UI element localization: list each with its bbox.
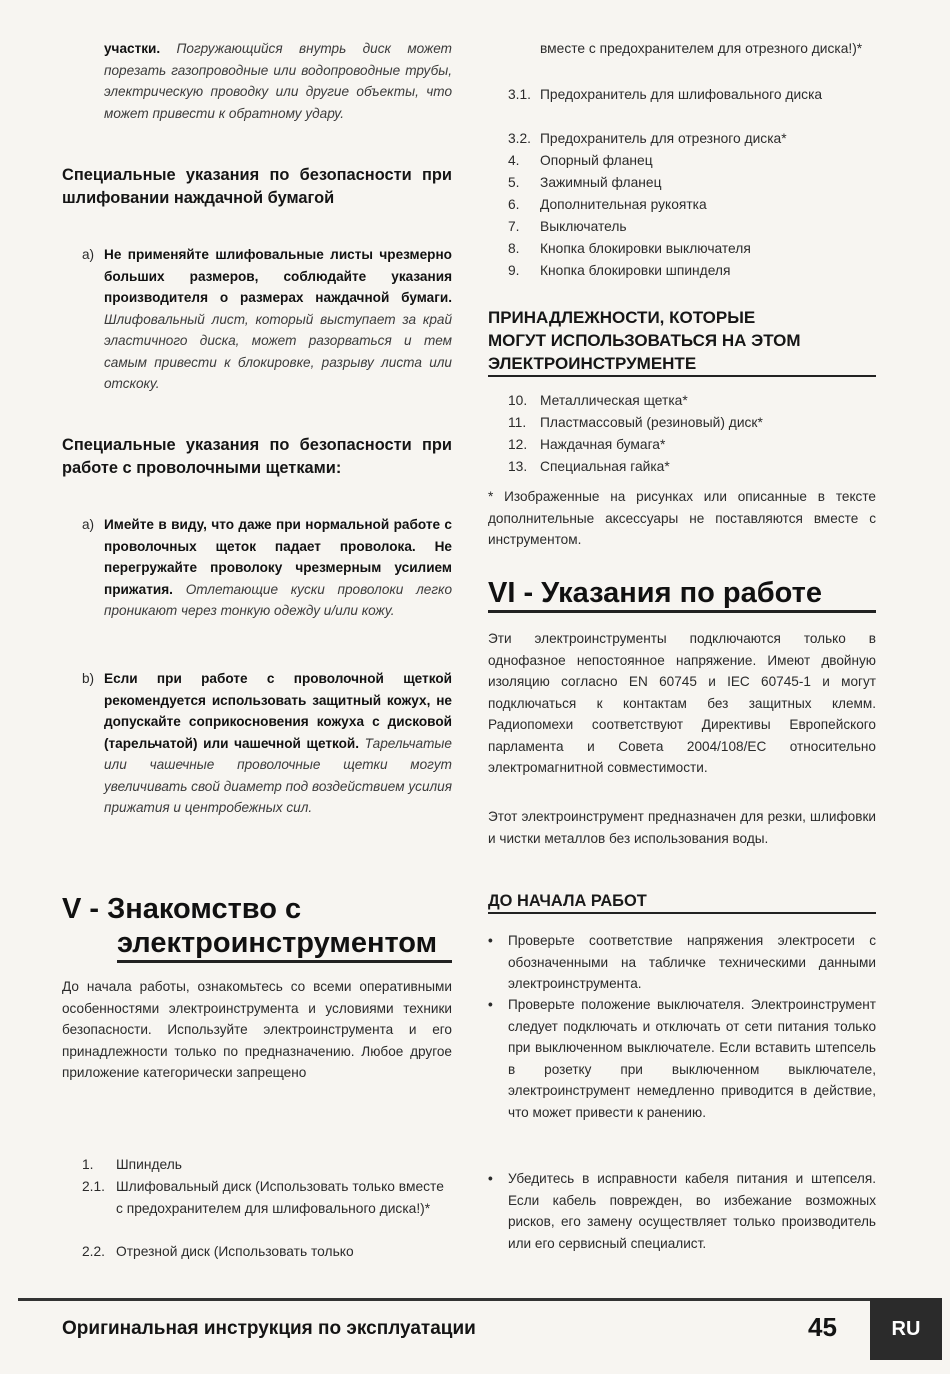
part-4 <box>508 150 653 172</box>
part-text: Шлифовальный диск (Использовать только вместе с предохранителем для шлифовального диска!)* <box>116 1179 444 1216</box>
part-text: Предохранитель для отрезного диска* <box>540 131 787 146</box>
part-num: 6. <box>508 197 520 212</box>
part-9 <box>508 260 730 282</box>
wire-item-b <box>82 668 452 819</box>
part-text: Отрезной диск (Использовать только <box>116 1244 354 1259</box>
part-num: 3.1. <box>508 87 532 102</box>
item-label: a) <box>82 517 95 532</box>
accessory-12 <box>508 434 665 456</box>
bullet-text: Проверьте положение выключателя. Электроинструмент следует подключать и отключать от сети питания только при выключенном выключателе. Если вставить штепсель в розетку при выключенном выключателе, электроинструмент немедленно приводится в действие, что может привести к ранению. <box>508 997 876 1120</box>
sandpaper-heading: Специальные указания по безопасности при шлифовании наждачной бумагой <box>62 166 452 207</box>
item-label: a) <box>82 247 95 262</box>
part-text: Кнопка блокировки выключателя <box>540 241 751 256</box>
item-italic: Шлифовальный лист, который выступает за край эластичного диска, может разорваться и тем самым привести к блокировке, разрыву листа или отскоку. <box>104 311 452 391</box>
language-code: RU <box>891 1317 921 1340</box>
bullet-mark: • <box>488 997 493 1012</box>
part-num: 8. <box>508 241 520 256</box>
accessory-13 <box>508 456 670 478</box>
part-text: вместе с предохранителем для отрезного диска!)* <box>540 41 863 56</box>
bullet-mark: • <box>488 933 493 948</box>
accessory-text: Наждачная бумага* <box>540 437 666 452</box>
part-7 <box>508 216 627 238</box>
part-cont <box>540 38 876 60</box>
accessory-text: Металлическая щетка* <box>540 393 688 408</box>
section-vi-para2: Этот электроинструмент предназначен для резки, шлифовки и чистки металлов без использования воды. <box>488 809 876 846</box>
bullet-text: Убедитесь в исправности кабеля питания и штепселя. Если кабель поврежден, во избежание возможных рисков, его замену осуществляет только производитель или его сервисный специалист. <box>508 1171 876 1251</box>
accessories-note: * Изображенные на рисунках или описанные в тексте дополнительные аксессуары не поставляются вместе с инструментом. <box>488 489 876 547</box>
wire-item-a <box>82 514 452 622</box>
page-number: 45 <box>808 1312 837 1342</box>
part-text: Опорный фланец <box>540 153 653 168</box>
item-label: b) <box>82 671 95 686</box>
section-vi-para1: Эти электроинструменты подключаются только в однофазное непостоянное напряжение. Имеют двойную изоляцию согласно EN 60745 и IEC 60745-1 и могут подключаться к контактам без защитных клемм. Радиопомехи соответствуют Директивы Европейского парламента и Совета 2004/108/EC относительно электромагнитной совместимости. <box>488 631 876 775</box>
item-italic: Тарельчатые или чашечные проволочные щетки могут увеличивать свой диаметр под воздействием усилия прижатия и центробежных сил. <box>104 735 452 815</box>
wire-heading: Специальные указания по безопасности при работе с проволочными щетками: <box>62 436 452 477</box>
accessory-num: 13. <box>508 459 528 474</box>
part-num: 2.1. <box>82 1179 106 1194</box>
part-num: 5. <box>508 175 520 190</box>
bullet-3 <box>488 1168 876 1254</box>
part-num: 2.2. <box>82 1244 106 1259</box>
part-text: Предохранитель для шлифовального диска <box>540 87 823 102</box>
part-2-1 <box>82 1176 452 1219</box>
part-num: 4. <box>508 153 520 168</box>
part-text: Дополнительная рукоятка <box>540 197 707 212</box>
accessory-11 <box>508 412 763 434</box>
accessory-text: Специальная гайка* <box>540 459 670 474</box>
part-text: Зажимный фланец <box>540 175 662 190</box>
bullet-2 <box>488 994 876 1123</box>
part-5 <box>508 172 661 194</box>
part-text: Шпиндель <box>116 1157 182 1172</box>
accessories-heading-line3: ЭЛЕКТРОИНСТРУМЕНТЕ <box>488 354 697 373</box>
footer-title: Оригинальная инструкция по эксплуатации <box>62 1318 476 1339</box>
part-3-1 <box>508 84 876 106</box>
intro-paragraph <box>104 38 452 124</box>
accessories-heading-line2: МОГУТ ИСПОЛЬЗОВАТЬСЯ НА ЭТОМ <box>488 331 801 350</box>
item-bold: Имейте в виду, что даже при нормальной работе с проволочных щеток падает проволока. Не перегружайте проволоку чрезмерным усилием прижатия. <box>104 517 452 597</box>
before-work-heading: ДО НАЧАЛА РАБОТ <box>488 890 876 914</box>
item-text <box>104 668 452 819</box>
part-num: 3.2. <box>508 131 532 146</box>
part-text: Выключатель <box>540 219 627 234</box>
part-6 <box>508 194 707 216</box>
intro-italic: Погружающийся внутрь диск может порезать газопроводные или водопроводные трубы, электрическую проводку или другие объекты, что может привести к обратному удару. <box>104 41 452 121</box>
section-v-title-line1: V - Знакомство с <box>62 893 302 925</box>
sandpaper-item-a <box>82 244 452 395</box>
part-num: 7. <box>508 219 520 234</box>
bullet-text: Проверьте соответствие напряжения электросети с обозначенными на табличке техническими данными электроинструмента. <box>508 933 876 991</box>
part-num: 1. <box>82 1157 94 1172</box>
item-bold: Не применяйте шлифовальные листы чрезмерно больших размеров, соблюдайте указания производителя о размерах наждачной бумаги. <box>104 247 452 305</box>
part-8 <box>508 238 751 260</box>
part-1 <box>82 1154 182 1176</box>
part-text: Кнопка блокировки шпинделя <box>540 263 731 278</box>
item-italic: Отлетающие куски проволоки легко проникают через тонкую одежду и/или кожу. <box>104 581 452 618</box>
part-3-2 <box>508 128 787 150</box>
section-v-intro: До начала работы, ознакомьтесь со всеми оперативными особенностями электроинструмента и условиями техники безопасности. Используйте электроинструмента и его принадлежности только по предназначению. Любое другое приложение категорически запрещено <box>62 979 452 1080</box>
part-num: 9. <box>508 263 520 278</box>
section-v-title-line2: электроинструментом <box>117 926 452 963</box>
item-text <box>104 514 452 622</box>
accessory-text: Пластмассовый (резиновый) диск* <box>540 415 763 430</box>
bullet-mark: • <box>488 1171 493 1186</box>
accessory-10 <box>508 390 688 412</box>
item-text <box>104 244 452 395</box>
accessory-num: 12. <box>508 437 528 452</box>
intro-bold: участки. <box>104 41 161 56</box>
accessory-num: 11. <box>508 415 527 430</box>
language-badge <box>870 1298 942 1360</box>
accessories-heading <box>488 306 876 377</box>
accessory-num: 10. <box>508 393 528 408</box>
accessories-heading-line1: ПРИНАДЛЕЖНОСТИ, КОТОРЫЕ <box>488 308 756 327</box>
item-bold: Если при работе с проволочной щеткой рекомендуется использовать защитный кожух, не допускайте соприкосновения кожуха с дисковой (тарельчатой) или чашечной щеткой. <box>104 671 452 751</box>
section-vi-title: VI - Указания по работе <box>488 576 876 613</box>
footer-rule <box>18 1298 933 1301</box>
bullet-1 <box>488 930 876 995</box>
part-2-2 <box>82 1241 354 1263</box>
